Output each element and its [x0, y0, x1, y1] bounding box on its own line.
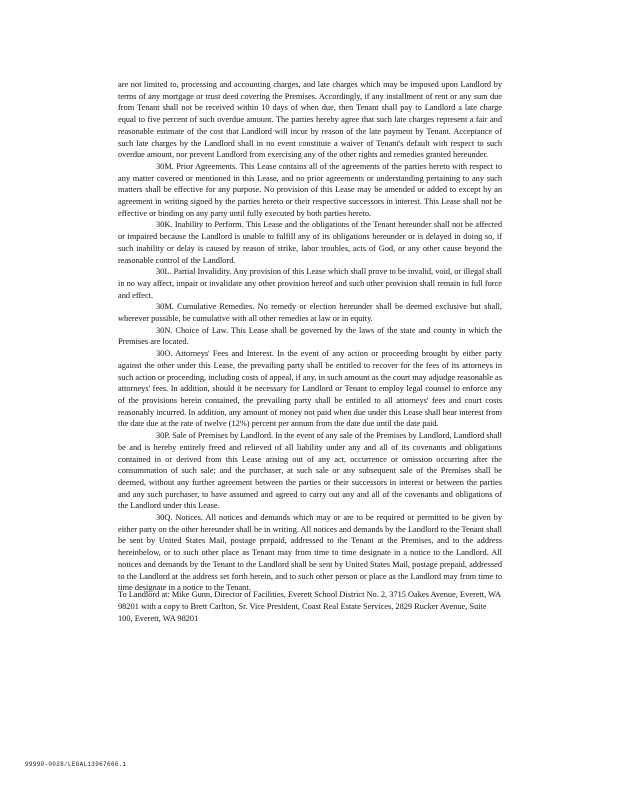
section-partial-invalidity: 30L. Partial Invalidity. Any provision of this Lease which shall prove to be invalid, void, or illegal shall in no way affect, impair or invalidate any other provision hereof and such other provision shall remain in full force and effect. — [118, 267, 502, 300]
landlord-notice-address: To Landlord at: Mike Gunn, Director of Facilities, Everett School District No. 2, 3715 Oakes Avenue, Everett, WA 98201 with a copy to Brett Carlton, Sr. Vice President, Coast Real Estate Services, 2829 Rucker Avenue, Suite 100, Everett, WA 98201 — [118, 590, 501, 623]
lease-body — [118, 79, 502, 594]
document-footer-code: 99999-0028/LEGAL13967666.1 — [25, 761, 127, 768]
section-sale-of-premises: 30P. Sale of Premises by Landlord. In the event of any sale of the Premises by Landlord, Landlord shall be and is hereby entirely freed and relieved of all liability under any and all of its covenants and obligations contained in or derived from this Lease arising out of any act, occurrence or omission occurring after the consummation of such sale; and the purchaser, at such sale or any subsequent sale of the Premises shall be deemed, without any further agreement between the parties or their successors in interest or between the parties and any such purchaser, to have assumed and agreed to carry out any and all of the covenants and obligations of the Landlord under this Lease. — [118, 431, 502, 511]
section-prior-agreements: 30M. Prior Agreements. This Lease contains all of the agreements of the parties hereto with respect to any matter covered or mentioned in this Lease, and no prior agreements or understanding pertaining to any such matters shall be effective for any purpose. No provision of this Lease may be amended or added to except by an agreement in writing signed by the parties hereto or their respective successors in interest. This Lease shall not be effective or binding on any party until fully executed by both parties hereto. — [118, 161, 502, 218]
section-notices: 30Q. Notices. All notices and demands which may or are to be required or permitted to be given by either party on the other hereunder shall be in writing. All notices and demands by the Landlord to the Tenant shall be sent by United States Mail, postage prepaid, addressed to the Tenant at the Premises, and to the address hereinbelow, or to such other place as Tenant may from time to time designate in a notice to the Landlord. All notices and demands by the Tenant to the Landlord shall be sent by United States Mail, postage prepaid, addressed to the Landlord at the address set forth herein, and to such other person or place as the Landlord may from time to time designate in a notice to the Tenant. — [118, 513, 502, 593]
section-inability-to-perform: 30K. Inability to Perform. This Lease and the obligations of the Tenant hereunder shall not be affected or impaired because the Landlord is unable to fulfill any of its obligations hereunder or is delayed in doing so, if such inability or delay is caused by reason of strike, labor troubles, acts of God, or any other cause beyond the reasonable control of the Landlord. — [118, 220, 502, 265]
late-charge-paragraph: are not limited to, processing and accounting charges, and late charges which may be imposed upon Landlord by terms of any mortgage or trust deed covering the Premises. Accordingly, if any installment of rent or any sum due from Tenant shall not be received within 10 days of when due, then Tenant shall pay to Landlord a late charge equal to five percent of such overdue amount. The parties hereby agree that such late charges represent a fair and reasonable estimate of the cost that Landlord will incur by reason of the late payment by Tenant. Acceptance of such late charges by the Landlord shall in no event constitute a waiver of Tenant's default with respect to such overdue amount, nor prevent Landlord from exercising any of the other rights and remedies granted hereunder. — [118, 80, 502, 160]
section-choice-of-law: 30N. Choice of Law. This Lease shall be governed by the laws of the state and county in which the Premises are located. — [118, 325, 502, 347]
section-cumulative-remedies: 30M. Cumulative Remedies. No remedy or election hereunder shall be deemed exclusive but shall, wherever possible, be cumulative with all other remedies at law or in equity. — [118, 302, 502, 324]
section-attorneys-fees: 30O. Attorneys' Fees and Interest. In the event of any action or proceeding brought by either party against the other under this Lease, the prevailing party shall be entitled to recover for the fees of its attorneys in such action or proceeding, including costs of appeal, if any, in such amount as the court may adjudge reasonable as attorneys' fees. In addition, should it be necessary for Landlord or Tenant to employ legal counsel to enforce any of the provisions herein contained, the prevailing party shall be entitled to all attorneys' fees and court costs reasonably incurred. In addition, any amount of money not paid when due under this Lease shall bear interest from the date due at the rate of twelve (12%) percent per annum from the date due until the date paid. — [118, 349, 502, 429]
